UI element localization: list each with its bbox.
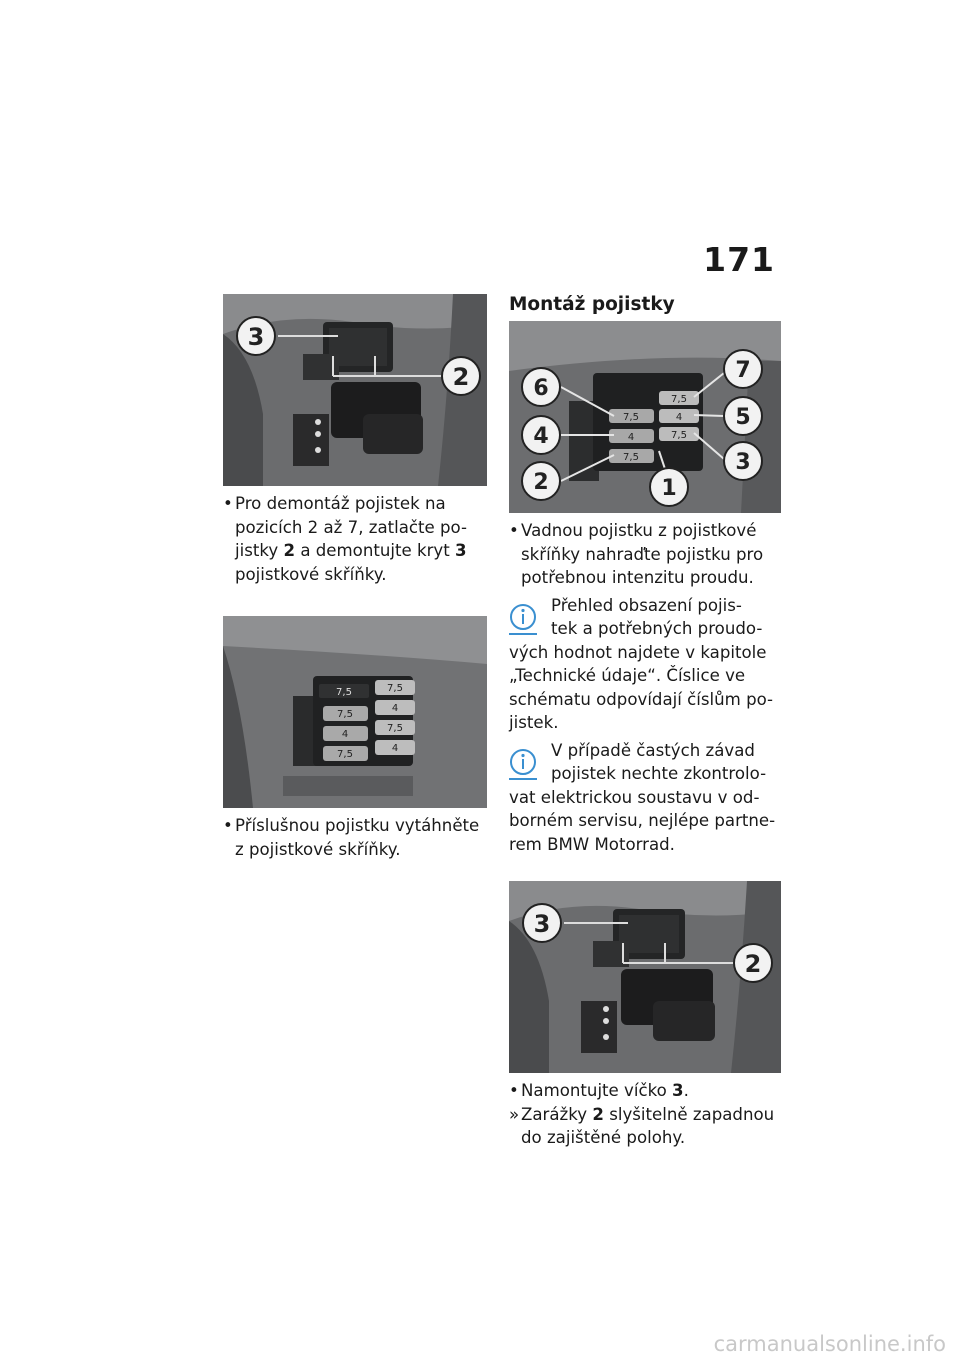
ref-2: 2 [283,541,296,560]
watermark: carmanualsonline.info [713,1332,946,1356]
ref-2: 2 [592,1104,604,1124]
svg-text:7,5: 7,5 [336,687,352,698]
step-pull-fuse: • Příslušnou pojistku vytáhněte z pojistkové skříňky. [223,816,480,859]
fuse-box-close-photo [509,881,781,1073]
ref-3: 3 [455,541,467,560]
svg-text:7,5: 7,5 [387,723,403,734]
bullet: • [509,521,519,540]
left-column [223,294,487,861]
step-remove-cover: • Pro demontáž pojistek na pozicích 2 až 7, zatlačte po- jistky 2 a demontujte kryt 3 pojistkové skříňky. [223,494,468,584]
fuse-box-cover-photo [223,294,487,486]
step-list-3 [509,519,781,590]
bullet: • [223,494,233,513]
fuse-box-open-photo [223,616,487,808]
step-list-2 [223,814,487,861]
info-note-fuse-table: Přehled obsazení pojis- tek a potřebných proudo- vých hodnot najdete v kapitole „Technické údaje“. Číslice ve schématu odpovídají číslům po- jistek. [509,595,774,732]
callout-4: 4 [533,424,549,449]
step-list-4 [509,1079,781,1150]
callout-2: 2 [533,470,549,495]
fuse-positions-photo [509,321,781,513]
step-install-cover: • Namontujte víčko 3. [509,1079,781,1103]
svg-text:4: 4 [675,412,683,423]
svg-text:7,5: 7,5 [337,749,353,760]
callout-3: 3 [533,910,551,938]
info-icon [509,748,537,782]
result-latches: » Zarážky 2 slyšitelně zapadnou do zajištěné polohy. [509,1104,775,1147]
svg-text:7,5: 7,5 [387,683,403,694]
svg-text:7,5: 7,5 [671,394,687,405]
step-replace-fuse: • Vadnou pojistku z pojistkové skříňky nahraďte pojistku pro potřebnou intenzitu proudu. [509,521,764,587]
callout-7: 7 [735,358,751,383]
svg-text:7,5: 7,5 [623,452,639,463]
bullet: • [509,1081,519,1100]
svg-text:4: 4 [391,703,399,714]
bullet: • [223,816,233,835]
result-marker: » [509,1104,520,1124]
svg-text:4: 4 [391,743,399,754]
section-heading: Montáž pojistky [509,294,675,315]
page-number: 171 [703,240,775,279]
svg-text:7,5: 7,5 [671,430,687,441]
svg-text:7,5: 7,5 [337,709,353,720]
svg-text:7,5: 7,5 [623,412,639,423]
callout-3: 3 [247,323,265,351]
right-column [509,293,781,1150]
callout-3: 3 [735,450,751,475]
svg-text:4: 4 [627,432,635,443]
callout-1: 1 [661,476,677,501]
info-icon [509,603,537,637]
callout-5: 5 [735,405,751,430]
ref-3: 3 [672,1081,684,1100]
callout-2: 2 [452,363,470,391]
svg-text:4: 4 [341,729,349,740]
callout-6: 6 [533,376,549,401]
info-note-frequent-faults: V případě častých závad pojistek nechte zkontrolo- vat elektrickou soustavu v od- borném servisu, nejlépe partne- rem BMW Motorrad. [509,740,776,854]
step-list-1 [223,492,487,586]
callout-2: 2 [744,950,762,978]
